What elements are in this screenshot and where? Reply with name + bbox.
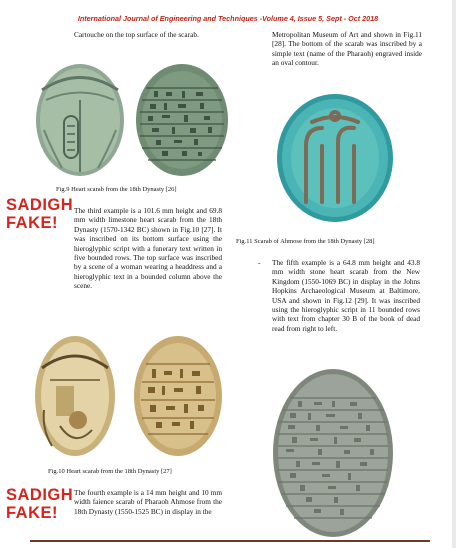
bullet-dash: - bbox=[258, 258, 261, 267]
fig9-scarab-image bbox=[32, 60, 232, 180]
fig10-scarab-image bbox=[30, 330, 230, 460]
journal-header: International Journal of Engineering and Techniques -Volume 4, Issue 5, Sept - Oct 2018 bbox=[77, 14, 379, 23]
fake-stamp-2-line2: FAKE! bbox=[6, 504, 58, 522]
fake-stamp-1-line1: SADIGH bbox=[6, 196, 74, 214]
fig10-caption: Fig.10 Heart scarab from the 18th Dynasty [27] bbox=[48, 468, 172, 475]
fake-stamp-2-line1: SADIGH bbox=[6, 486, 74, 504]
fig9-scarab-top-view bbox=[36, 64, 124, 176]
para-third-example: The third example is a 101.6 mm height and 69.8 mm width limestone heart scarab from the 18th Dynasty (1570-1342 BC) shown in Fig.10 [27]. It was inscribed on its bottom surface using the hieroglyphic script with a funerary text written in five bounded rows. The top surface was inscribed by a scene of a woman wearing a headdress and a hieroglyphic text in a bounded column above the scene. bbox=[74, 206, 222, 291]
fake-stamp-1 bbox=[6, 196, 73, 232]
fig10-scarab-bottom-view bbox=[134, 336, 222, 456]
fig10-scarab-top-view bbox=[35, 336, 115, 456]
page-edge bbox=[452, 0, 456, 548]
fig9-scarab-bottom-view bbox=[136, 64, 228, 176]
fig9-caption: Fig.9 Heart scarab from the 18th Dynasty [26] bbox=[56, 186, 177, 193]
fig11-scarab-image bbox=[272, 90, 398, 225]
fake-stamp-2 bbox=[6, 486, 73, 522]
fake-stamp-1-line2: FAKE! bbox=[6, 214, 58, 232]
page-bottom-rule bbox=[30, 540, 430, 542]
para-fifth-example: The fifth example is a 64.8 mm height and 43.8 mm width stone heart scarab from the New Kingdom (1550-1069 BC) in display in the Johns Hopkins Archaeological Museum at Baltimore, USA and shown in Fig.12 [29]. It was inscribed using the hieroglyphic script in 11 bounded rows with text from chapter 30 B of the book of dead read from right to left. bbox=[272, 258, 420, 333]
fig11-caption: Fig.11 Scarab of Ahmose from the 18th Dynasty [28] bbox=[236, 238, 375, 245]
para-fourth-example: The fourth example is a 14 mm height and 10 mm width faience scarab of Pharaoh Ahmose from the 18th Dynasty (1550-1525 BC) in display in the bbox=[74, 488, 222, 516]
right-top-text: Metropolitan Museum of Art and shown in Fig.11 [28]. The bottom of the scarab was inscribed by a simple text (name of the Pharaoh) engraved inside an oval contour. bbox=[272, 30, 422, 68]
fig12-scarab-image bbox=[270, 366, 396, 540]
left-top-text: Cartouche on the top surface of the scarab. bbox=[74, 30, 199, 39]
